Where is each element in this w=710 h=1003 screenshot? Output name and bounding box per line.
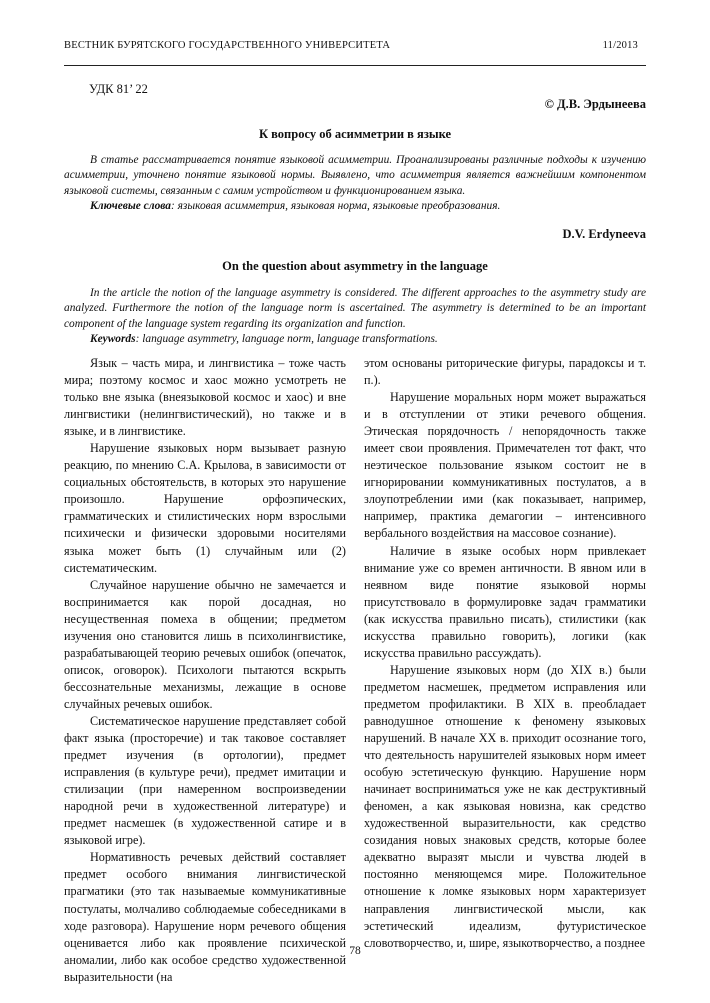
abstract-en-text: In the article the notion of the language asymmetry is considered. The different approaches to the asymmetry study are analyzed. Furthermore the notion of the language norm is ascertained. The asymmetry is determined to be an important component of the language system regarding its organization and function. <box>64 287 646 330</box>
title-en: On the question about asymmetry in the language <box>222 259 488 273</box>
body-paragraph: Систематическое нарушение представляет собой факт языка (просторечие) и так таковое составляет предмет изучения (в ортологии), предмет исправления (в культуре речи), предмет имитации и стилизации (при намеренном воспроизведении народной речи в художественной литературе) и предмет насмешек (в художественной сатире и в языковой игре). <box>64 713 346 848</box>
body-paragraph: Случайное нарушение обычно не замечается и воспринимается как порой досадная, но несущественная помеха в общении; предметом изучения оно становится лишь в психолингвистике, разрабатывающей теорию речевых ошибок (опечаток, описок, оговорок). Психологи пытаются вскрыть бессознательные механизмы, лежащие в основе случайных речевых ошибок. <box>64 577 346 711</box>
body-paragraph: Наличие в языке особых норм привлекает внимание уже со времен античности. В явном или в неявном виде понятие языковой нормы присутствовало в формулировке задач грамматики (как искусства правильно писать), стилистики (как искусства правильно говорить), логики (как искусства правильно рассуждать). <box>364 543 646 660</box>
keywords-en-label: Keywords <box>90 333 136 346</box>
author-en: D.V. Erdyneeva <box>562 227 646 241</box>
keywords-en <box>64 332 646 347</box>
page-number: 78 <box>349 945 361 957</box>
body-paragraph: Нарушение моральных норм может выражаться и в отступлении от этики речевого общения. Этическая порядочность / непорядочность также имеет свои проявления. Примечателен тот факт, что неэтическое пользование языком состоит не в игнорировании коммуникативных постулатов, а в злоупотреблении ими (как показывает, например, например, практика демагогии – интенсивного вербального воздействия на массовое сознание). <box>364 390 646 541</box>
issue-number: 11/2013 <box>602 40 638 51</box>
author-ru: © Д.В. Эрдынеева <box>544 97 646 111</box>
body-paragraph: Нормативность речевых действий составляет предмет особого внимания лингвистической прагматики (это так называемые коммуникативные постулаты, молчаливо соблюдаемые собеседниками в ходе разговора). Нарушение норм речевого общения оценивается либо как проявление психической аномалии, либо как особое средство художественной выразительности (на <box>64 850 346 984</box>
keywords-en-list: : language asymmetry, language norm, language transformations. <box>135 333 438 346</box>
body-paragraph: Нарушение языковых норм (до XIX в.) были предметом насмешек, предметом исправления или предметом профилактики. В XIX в. преобладает равнодушное отношение к феномену языковых нарушений. В начале XX в. приходит осознание того, что деятельность нарушителей языковых норм имеет особую эстетическую функцию. Нарушение норм начинает восприниматься уже не как деструктивный феномен, а как языковая новизна, как средство художественной выразительности, как средство созидания новых знаковых средств, которые более адекватно выразят мысли и чувства людей в постоянно меняющемся мире. Положительное отношение к ломке языковых норм характеризует направления лингвистической мысли, как эстетический идеализм, футуристическое словотворчество, и, шире, языкотворчество, а позднее <box>364 662 646 950</box>
udk-code: УДК 81’ 22 <box>89 82 148 96</box>
running-header <box>64 40 646 60</box>
abstract-en <box>64 286 646 348</box>
header-rule <box>64 65 646 66</box>
body-paragraph: Язык – часть мира, и лингвистика – тоже часть мира; поэтому космос и хаос можно усмотреть не только вне языка (внеязыковой космос и хаос) и вне лингвистики (нелингвистический), но также и в языке, и в лингвистике. <box>64 356 346 439</box>
journal-name: ВЕСТНИК БУРЯТСКОГО ГОСУДАРСТВЕННОГО УНИВЕРСИТЕТА <box>64 40 391 51</box>
abstract-ru-text: В статье рассматривается понятие языковой асимметрии. Проанализированы различные подходы к изучению асимметрии, уточнено понятие языковой нормы. Выявлено, что асимметрия является важнейшим компонентом языковой системы, связанным с самим устройством и функционированием языка. <box>64 154 646 197</box>
body-paragraph-continued: этом основаны риторические фигуры, парадоксы и т. п.). <box>364 356 646 388</box>
body-paragraph: Нарушение языковых норм вызывает разную реакцию, по мнению С.А. Крылова, в зависимости от социальных обстоятельств, в которых это нарушение произошло. Нарушение орфоэпических, грамматических и стилистических норм взрослыми психически и физически здоровыми носителями языка может быть (1) случайным или (2) систематическим. <box>64 441 346 575</box>
keywords-ru <box>64 199 646 214</box>
abstract-ru <box>64 153 646 215</box>
keywords-ru-list: : языковая асимметрия, языковая норма, языковые преобразования. <box>170 200 501 213</box>
keywords-ru-label: Ключевые слова <box>90 200 171 213</box>
body-column-right <box>364 355 646 952</box>
title-ru: К вопросу об асимметрии в языке <box>258 127 452 141</box>
body-column-left <box>64 355 346 986</box>
